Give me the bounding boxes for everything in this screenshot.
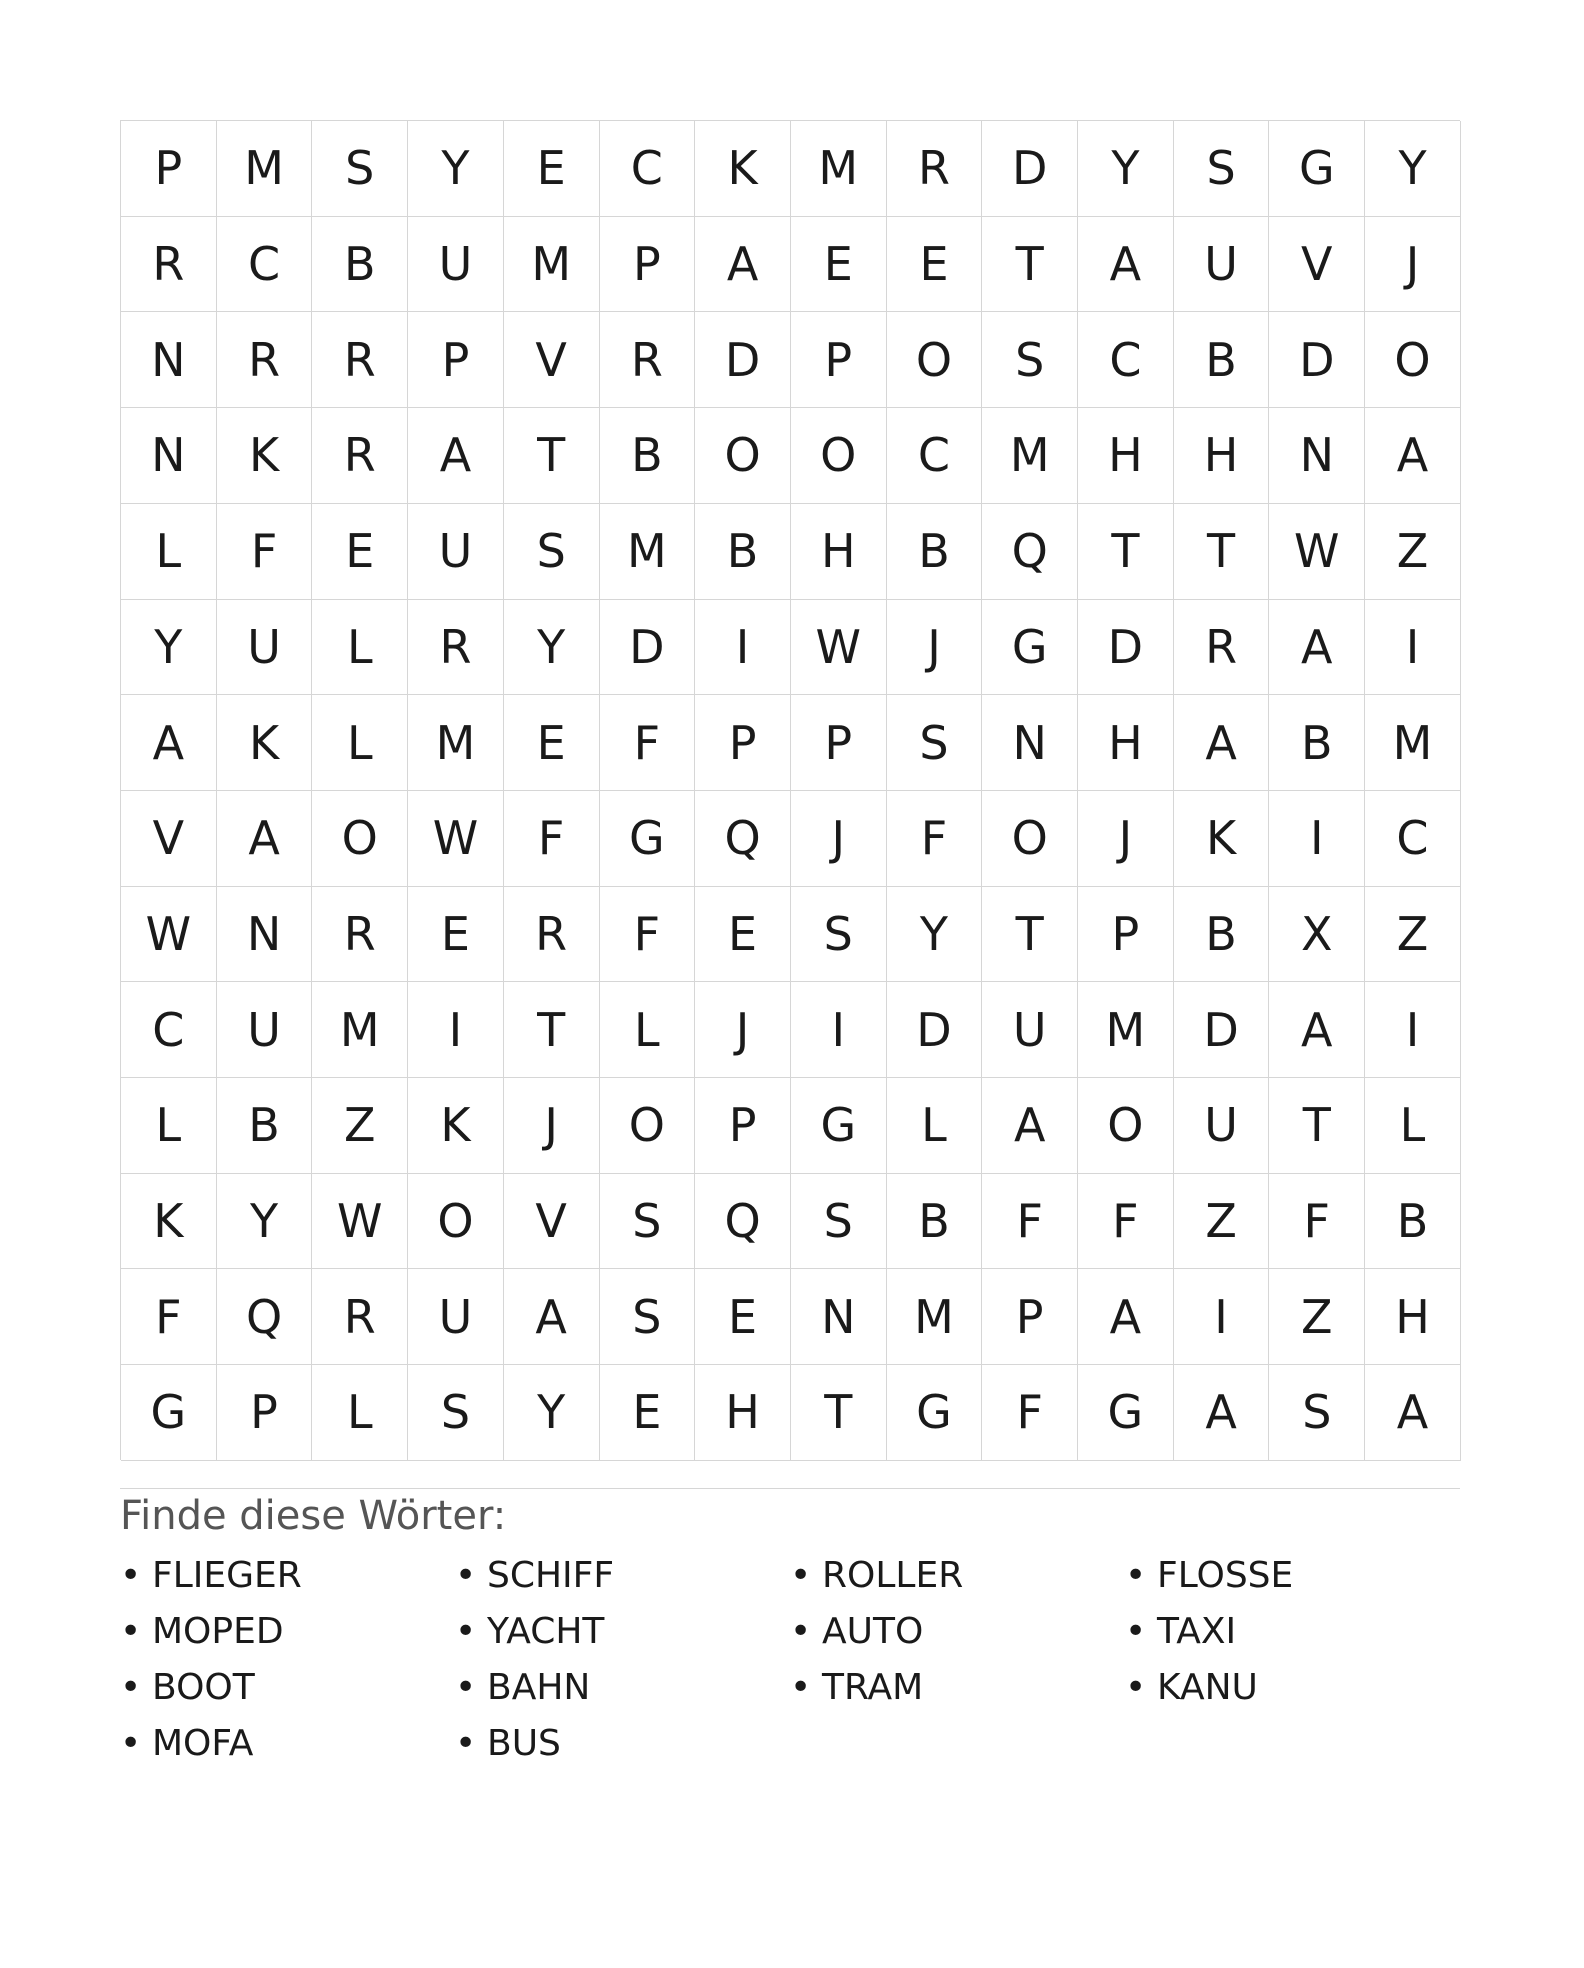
bullet-icon: • [455, 1667, 477, 1708]
grid-cell[interactable]: N [217, 887, 313, 983]
grid-cell[interactable]: F [121, 1269, 217, 1365]
grid-cell[interactable]: U [217, 600, 313, 696]
grid-cell[interactable]: E [695, 887, 791, 983]
grid-cell[interactable]: A [1078, 1269, 1174, 1365]
grid-cell[interactable]: S [1174, 121, 1270, 217]
grid-cell[interactable]: P [1078, 887, 1174, 983]
grid-cell[interactable]: R [312, 1269, 408, 1365]
grid-cell[interactable]: N [791, 1269, 887, 1365]
word-label: MOFA [152, 1723, 254, 1764]
grid-cell[interactable]: W [312, 1174, 408, 1270]
grid-cell[interactable]: O [408, 1174, 504, 1270]
grid-cell[interactable]: C [121, 982, 217, 1078]
grid-cell[interactable]: N [1269, 408, 1365, 504]
grid-cell[interactable]: N [982, 695, 1078, 791]
grid-cell[interactable]: P [600, 217, 696, 313]
grid-cell[interactable]: I [695, 600, 791, 696]
word-label: FLOSSE [1157, 1555, 1294, 1596]
grid-cell[interactable]: K [121, 1174, 217, 1270]
grid-cell[interactable]: J [1078, 791, 1174, 887]
grid-cell[interactable]: G [1269, 121, 1365, 217]
grid-cell[interactable]: F [982, 1174, 1078, 1270]
grid-cell[interactable]: V [504, 312, 600, 408]
grid-cell[interactable]: E [312, 504, 408, 600]
grid-cell[interactable]: M [600, 504, 696, 600]
grid-cell[interactable]: Q [217, 1269, 313, 1365]
grid-cell[interactable]: R [504, 887, 600, 983]
word-list [120, 1548, 1460, 1772]
grid-cell[interactable]: A [504, 1269, 600, 1365]
word-label: TRAM [822, 1667, 924, 1708]
grid-cell[interactable]: I [1365, 600, 1461, 696]
grid-cell[interactable]: M [504, 217, 600, 313]
word-list-item [790, 1660, 1125, 1716]
grid-cell[interactable]: Z [1174, 1174, 1270, 1270]
grid-cell[interactable]: L [312, 695, 408, 791]
bullet-icon: • [120, 1611, 142, 1652]
bullet-icon: • [790, 1667, 812, 1708]
grid-cell[interactable]: D [600, 600, 696, 696]
grid-cell[interactable]: D [1174, 982, 1270, 1078]
grid-cell[interactable]: P [791, 312, 887, 408]
word-list-item [790, 1604, 1125, 1660]
grid-cell[interactable]: H [1174, 408, 1270, 504]
grid-cell[interactable]: Y [1078, 121, 1174, 217]
grid-cell[interactable]: F [600, 887, 696, 983]
grid-cell[interactable]: R [1174, 600, 1270, 696]
bullet-icon: • [1125, 1611, 1147, 1652]
grid-cell[interactable]: D [887, 982, 983, 1078]
word-list-item [455, 1660, 790, 1716]
grid-cell[interactable]: Y [408, 121, 504, 217]
grid-cell[interactable]: G [1078, 1365, 1174, 1461]
grid-cell[interactable]: B [887, 504, 983, 600]
grid-cell[interactable]: H [1365, 1269, 1461, 1365]
grid-cell[interactable]: O [1078, 1078, 1174, 1174]
grid-cell[interactable]: L [121, 1078, 217, 1174]
grid-cell[interactable]: K [217, 408, 313, 504]
grid-cell[interactable]: Z [1365, 504, 1461, 600]
grid-cell[interactable]: R [312, 887, 408, 983]
bullet-icon: • [1125, 1555, 1147, 1596]
grid-cell[interactable]: V [1269, 217, 1365, 313]
grid-cell[interactable]: O [791, 408, 887, 504]
word-label: AUTO [822, 1611, 924, 1652]
grid-cell[interactable]: A [1365, 1365, 1461, 1461]
word-search-sheet [120, 120, 1460, 1764]
word-list-item [1125, 1548, 1460, 1604]
grid-cell[interactable]: A [408, 408, 504, 504]
grid-cell[interactable]: D [695, 312, 791, 408]
grid-cell[interactable]: M [1365, 695, 1461, 791]
bullet-icon: • [790, 1555, 812, 1596]
grid-cell[interactable]: R [408, 600, 504, 696]
grid-cell[interactable]: F [982, 1365, 1078, 1461]
grid-cell[interactable]: L [600, 982, 696, 1078]
grid-cell[interactable]: Y [887, 887, 983, 983]
bullet-icon: • [120, 1723, 142, 1764]
word-label: SCHIFF [487, 1555, 615, 1596]
grid-cell[interactable]: Z [312, 1078, 408, 1174]
grid-cell[interactable]: J [887, 600, 983, 696]
word-list-item [1125, 1660, 1460, 1716]
grid-cell[interactable]: D [982, 121, 1078, 217]
grid-cell[interactable]: R [217, 312, 313, 408]
grid-cell[interactable]: X [1269, 887, 1365, 983]
grid-cell[interactable]: T [982, 217, 1078, 313]
grid-cell[interactable]: P [791, 695, 887, 791]
grid-cell[interactable]: U [982, 982, 1078, 1078]
grid-cell[interactable]: H [1078, 695, 1174, 791]
grid-cell[interactable]: I [1174, 1269, 1270, 1365]
grid-cell[interactable]: M [887, 1269, 983, 1365]
grid-cell[interactable]: T [1174, 504, 1270, 600]
grid-cell[interactable]: H [695, 1365, 791, 1461]
grid-cell[interactable]: L [312, 1365, 408, 1461]
word-list-item [120, 1660, 455, 1716]
word-list-item [120, 1604, 455, 1660]
grid-cell[interactable]: B [887, 1174, 983, 1270]
grid-cell[interactable]: Y [504, 600, 600, 696]
grid-cell[interactable]: M [982, 408, 1078, 504]
grid-cell[interactable]: A [1078, 217, 1174, 313]
grid-cell[interactable]: G [982, 600, 1078, 696]
word-label: BOOT [152, 1667, 255, 1708]
bullet-icon: • [790, 1611, 812, 1652]
grid-cell[interactable]: F [600, 695, 696, 791]
grid-cell[interactable]: L [312, 600, 408, 696]
grid-cell[interactable]: K [1174, 791, 1270, 887]
grid-cell[interactable]: B [600, 408, 696, 504]
grid-cell[interactable]: T [504, 408, 600, 504]
word-list-item [120, 1716, 455, 1772]
grid-cell[interactable]: E [791, 217, 887, 313]
grid-cell[interactable]: R [600, 312, 696, 408]
grid-cell[interactable]: K [217, 695, 313, 791]
grid-cell[interactable]: D [1269, 312, 1365, 408]
grid-cell[interactable]: S [408, 1365, 504, 1461]
word-list-item [455, 1604, 790, 1660]
word-label: BAHN [487, 1667, 591, 1708]
grid-cell[interactable]: O [312, 791, 408, 887]
grid-cell[interactable]: J [504, 1078, 600, 1174]
grid-cell[interactable]: A [121, 695, 217, 791]
grid-cell[interactable]: U [1174, 1078, 1270, 1174]
grid-cell[interactable]: E [600, 1365, 696, 1461]
grid-cell[interactable]: F [504, 791, 600, 887]
grid-cell[interactable]: U [217, 982, 313, 1078]
grid-cell[interactable]: R [887, 121, 983, 217]
grid-cell[interactable]: S [600, 1174, 696, 1270]
grid-cell[interactable]: H [1078, 408, 1174, 504]
grid-cell[interactable]: A [1365, 408, 1461, 504]
grid-cell[interactable]: A [1269, 982, 1365, 1078]
word-label: BUS [487, 1723, 561, 1764]
word-list-item [455, 1716, 790, 1772]
word-list-item [1125, 1604, 1460, 1660]
grid-cell[interactable]: V [504, 1174, 600, 1270]
grid-cell[interactable]: U [408, 217, 504, 313]
grid-cell[interactable]: R [121, 217, 217, 313]
grid-cell[interactable]: E [504, 121, 600, 217]
grid-cell[interactable]: N [121, 312, 217, 408]
word-list-item [790, 1548, 1125, 1604]
grid-cell[interactable]: F [887, 791, 983, 887]
grid-cell[interactable]: F [217, 504, 313, 600]
grid-cell[interactable]: M [217, 121, 313, 217]
grid-cell[interactable]: B [1365, 1174, 1461, 1270]
grid-cell[interactable]: C [1078, 312, 1174, 408]
grid-cell[interactable]: A [695, 217, 791, 313]
grid-cell[interactable]: V [121, 791, 217, 887]
grid-cell[interactable]: F [1078, 1174, 1174, 1270]
grid-cell[interactable]: I [1269, 791, 1365, 887]
grid-cell[interactable]: I [791, 982, 887, 1078]
grid-cell[interactable]: M [312, 982, 408, 1078]
grid-cell[interactable]: M [1078, 982, 1174, 1078]
grid-cell[interactable]: T [1269, 1078, 1365, 1174]
grid-cell[interactable]: G [600, 791, 696, 887]
grid-cell[interactable]: J [695, 982, 791, 1078]
grid-cell[interactable]: P [121, 121, 217, 217]
grid-cell[interactable]: Z [1269, 1269, 1365, 1365]
grid-cell[interactable]: O [887, 312, 983, 408]
grid-cell[interactable]: E [695, 1269, 791, 1365]
grid-cell[interactable]: N [121, 408, 217, 504]
grid-cell[interactable]: F [1269, 1174, 1365, 1270]
grid-cell[interactable]: C [1365, 791, 1461, 887]
grid-cell[interactable]: E [887, 217, 983, 313]
grid-cell[interactable]: M [408, 695, 504, 791]
grid-cell[interactable]: B [1174, 887, 1270, 983]
word-label: KANU [1157, 1667, 1258, 1708]
word-label: TAXI [1157, 1611, 1237, 1652]
grid-cell[interactable]: C [887, 408, 983, 504]
grid-cell[interactable]: Y [504, 1365, 600, 1461]
grid-cell[interactable]: Z [1365, 887, 1461, 983]
divider [120, 1488, 1460, 1489]
grid-cell[interactable]: L [887, 1078, 983, 1174]
grid-cell[interactable]: W [121, 887, 217, 983]
grid-cell[interactable]: R [312, 408, 408, 504]
grid-cell[interactable]: O [695, 408, 791, 504]
grid-cell[interactable]: K [695, 121, 791, 217]
word-label: YACHT [487, 1611, 605, 1652]
word-label: FLIEGER [152, 1555, 302, 1596]
grid-cell[interactable]: A [217, 791, 313, 887]
grid-cell[interactable]: G [887, 1365, 983, 1461]
grid-cell[interactable]: S [887, 695, 983, 791]
grid-cell[interactable]: W [408, 791, 504, 887]
grid-cell[interactable]: L [1365, 1078, 1461, 1174]
grid-cell[interactable]: J [1365, 217, 1461, 313]
grid-cell[interactable]: S [504, 504, 600, 600]
grid-cell[interactable]: U [408, 504, 504, 600]
grid-cell[interactable]: M [791, 121, 887, 217]
grid-cell[interactable]: S [600, 1269, 696, 1365]
grid-cell[interactable]: K [408, 1078, 504, 1174]
grid-cell[interactable]: R [312, 312, 408, 408]
word-list-item [120, 1548, 455, 1604]
bullet-icon: • [120, 1667, 142, 1708]
grid-cell[interactable]: Y [217, 1174, 313, 1270]
grid-cell[interactable]: B [217, 1078, 313, 1174]
grid-cell[interactable]: Q [695, 1174, 791, 1270]
grid-cell[interactable]: O [1365, 312, 1461, 408]
bullet-icon: • [455, 1611, 477, 1652]
grid-cell[interactable]: S [1269, 1365, 1365, 1461]
grid-cell[interactable]: T [982, 887, 1078, 983]
letter-grid [120, 120, 1460, 1460]
grid-cell[interactable]: B [1269, 695, 1365, 791]
grid-cell[interactable]: U [408, 1269, 504, 1365]
words-title: Finde diese Wörter: [120, 1493, 507, 1539]
bullet-icon: • [1125, 1667, 1147, 1708]
grid-cell[interactable]: D [1078, 600, 1174, 696]
grid-cell[interactable]: U [1174, 217, 1270, 313]
grid-cell[interactable]: C [600, 121, 696, 217]
grid-cell[interactable]: O [600, 1078, 696, 1174]
grid-cell[interactable]: A [1269, 600, 1365, 696]
grid-cell[interactable]: O [982, 791, 1078, 887]
grid-cell[interactable]: Q [982, 504, 1078, 600]
grid-cell[interactable]: W [791, 600, 887, 696]
grid-cell[interactable]: J [791, 791, 887, 887]
grid-cell[interactable]: T [791, 1365, 887, 1461]
grid-cell[interactable]: S [982, 312, 1078, 408]
grid-cell[interactable]: Y [1365, 121, 1461, 217]
grid-cell[interactable]: E [408, 887, 504, 983]
grid-cell[interactable]: A [1174, 1365, 1270, 1461]
grid-cell[interactable]: P [695, 695, 791, 791]
grid-cell[interactable]: W [1269, 504, 1365, 600]
grid-cell[interactable]: Y [121, 600, 217, 696]
grid-cell[interactable]: P [217, 1365, 313, 1461]
grid-cell[interactable]: P [695, 1078, 791, 1174]
grid-cell[interactable]: A [982, 1078, 1078, 1174]
grid-cell[interactable]: P [982, 1269, 1078, 1365]
grid-cell[interactable]: T [504, 982, 600, 1078]
grid-cell[interactable]: G [121, 1365, 217, 1461]
grid-cell[interactable]: S [791, 887, 887, 983]
grid-cell[interactable]: S [791, 1174, 887, 1270]
grid-cell[interactable]: Q [695, 791, 791, 887]
grid-cell[interactable]: G [791, 1078, 887, 1174]
grid-cell[interactable]: I [408, 982, 504, 1078]
grid-cell[interactable]: C [217, 217, 313, 313]
word-label: MOPED [152, 1611, 284, 1652]
grid-cell[interactable]: S [312, 121, 408, 217]
grid-cell[interactable]: I [1365, 982, 1461, 1078]
grid-cell[interactable]: A [1174, 695, 1270, 791]
bullet-icon: • [455, 1555, 477, 1596]
grid-cell[interactable]: P [408, 312, 504, 408]
grid-cell[interactable]: H [791, 504, 887, 600]
word-label: ROLLER [822, 1555, 964, 1596]
grid-cell[interactable]: B [312, 217, 408, 313]
grid-cell[interactable]: L [121, 504, 217, 600]
grid-cell[interactable]: E [504, 695, 600, 791]
grid-cell[interactable]: T [1078, 504, 1174, 600]
grid-cell[interactable]: B [1174, 312, 1270, 408]
bullet-icon: • [120, 1555, 142, 1596]
bullet-icon: • [455, 1723, 477, 1764]
word-list-item [455, 1548, 790, 1604]
grid-cell[interactable]: B [695, 504, 791, 600]
